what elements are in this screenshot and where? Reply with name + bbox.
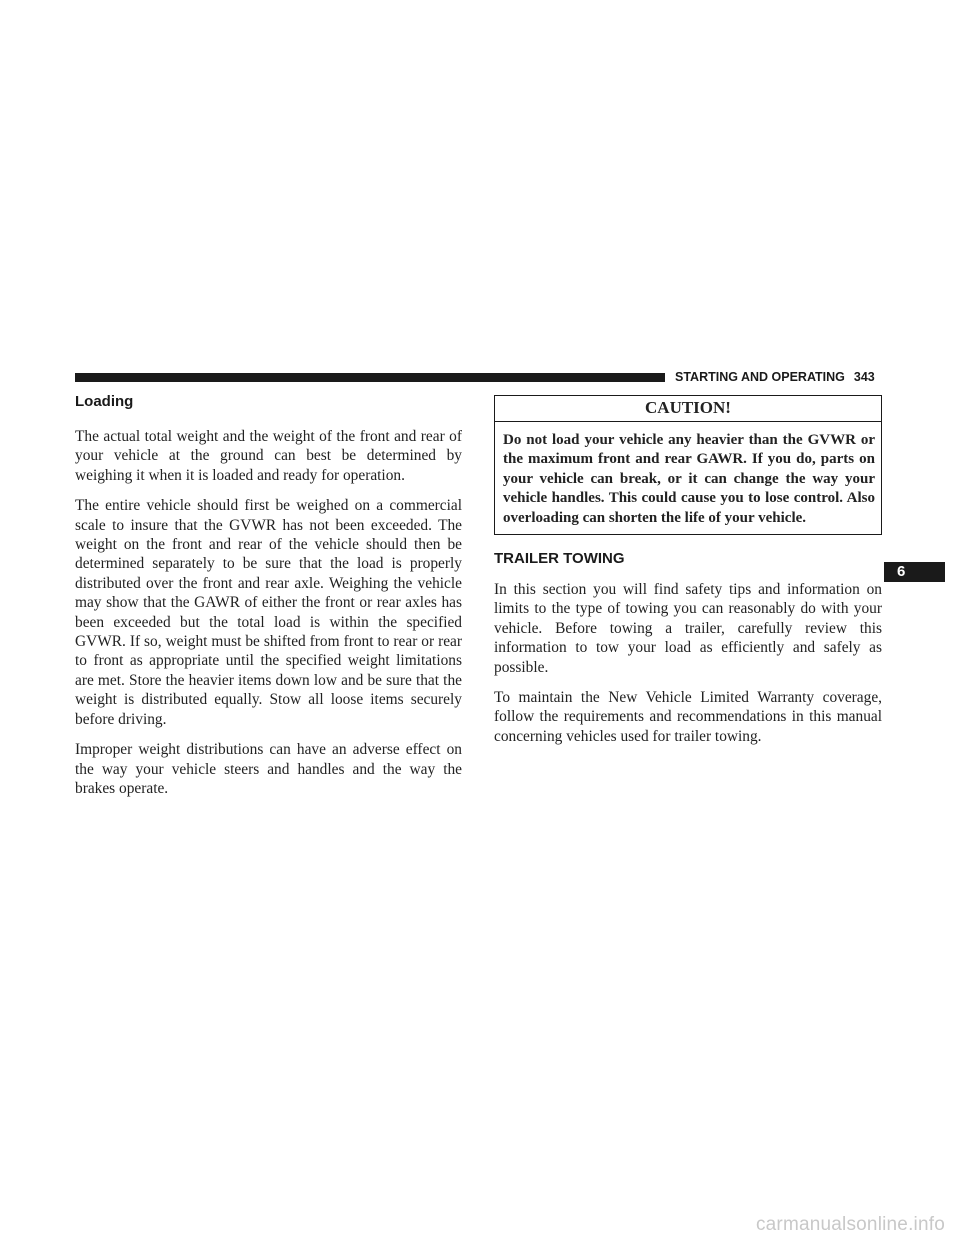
- running-header: [675, 368, 880, 386]
- watermark-text: carmanualsonline.info: [755, 1214, 945, 1235]
- loading-paragraph-2: The entire vehicle should first be weighed on a commercial scale to insure that the GVWR has not been exceeded. The weight on the front and rear of the vehicle should then be determined separately to be sure that the load is properly distributed over the front and rear axle. Weighing the vehicle may show that the GAWR of either the front or rear axles has been exceeded but the total load is within the specified GVWR. If so, weight must be shifted from front to rear or rear to front as appropriate until the specified weight limitations are met. Store the heavier items down low and be sure that the weight is distributed equally. Stow all loose items securely before driving.: [75, 497, 462, 728]
- loading-heading: Loading: [75, 393, 134, 410]
- loading-paragraph-1: The actual total weight and the weight of the front and rear of your vehicle at the ground can best be determined by weighing it when it is loaded and ready for operation.: [75, 428, 462, 484]
- towing-paragraph-2: To maintain the New Vehicle Limited Warranty coverage, follow the requirements and recommendations in this manual concerning vehicles used for trailer towing.: [494, 689, 882, 745]
- chapter-tab: 6: [884, 562, 945, 582]
- header-rule: [75, 373, 665, 382]
- page-number: 343: [853, 370, 875, 384]
- caution-title: CAUTION!: [495, 396, 881, 422]
- trailer-towing-heading: TRAILER TOWING: [494, 550, 625, 568]
- section-title: STARTING AND OPERATING: [675, 370, 845, 384]
- loading-paragraph-3: Improper weight distributions can have an adverse effect on the way your vehicle steers and handles and the way the brakes operate.: [75, 741, 462, 797]
- right-column: [494, 395, 882, 746]
- caution-box: [494, 395, 882, 535]
- towing-paragraph-1: In this section you will find safety tips and information on limits to the type of towing you can reasonably do with your vehicle. Before towing a trailer, carefully review this information to tow your load as efficiently and safely as possible.: [494, 581, 882, 676]
- left-column: [75, 392, 462, 798]
- caution-text: Do not load your vehicle any heavier than the GVWR or the maximum front and rear GAWR. If you do, parts on your vehicle can break, or it can change the way your vehicle handles. This could cause you to lose control. Also overloading can shorten the life of your vehicle.: [503, 432, 875, 526]
